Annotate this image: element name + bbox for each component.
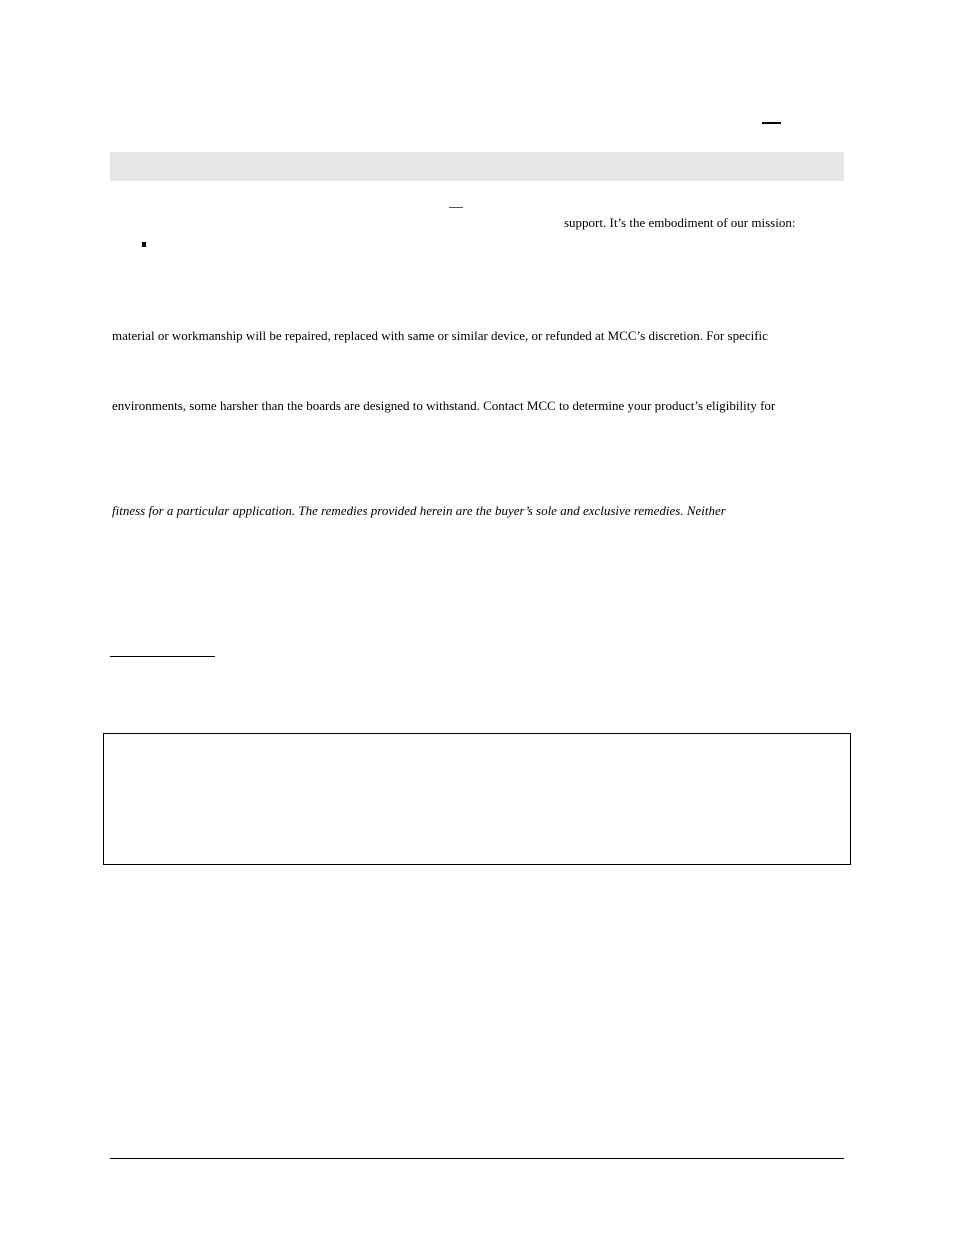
underline-rule: [110, 656, 215, 657]
inline-dash: [449, 207, 463, 208]
warranty-text-line: material or workmanship will be repaired, replaced with same or similar device, or refunded at MCC’s discretion. For specific: [112, 328, 768, 343]
disclaimer-text-line: fitness for a particular application. The remedies provided herein are the buyer’s sole and exclusive remedies. Neither: [112, 503, 726, 518]
environment-text-line: environments, some harsher than the boards are designed to withstand. Contact MCC to determine your product’s eligibility for: [112, 398, 776, 413]
mission-text-line: support. It’s the embodiment of our mission:: [564, 215, 796, 230]
notice-box: [103, 733, 851, 865]
bullet-marker: [142, 242, 146, 247]
section-heading-band: [110, 152, 844, 181]
header-dash: [762, 122, 781, 124]
footer-rule: [110, 1158, 844, 1159]
